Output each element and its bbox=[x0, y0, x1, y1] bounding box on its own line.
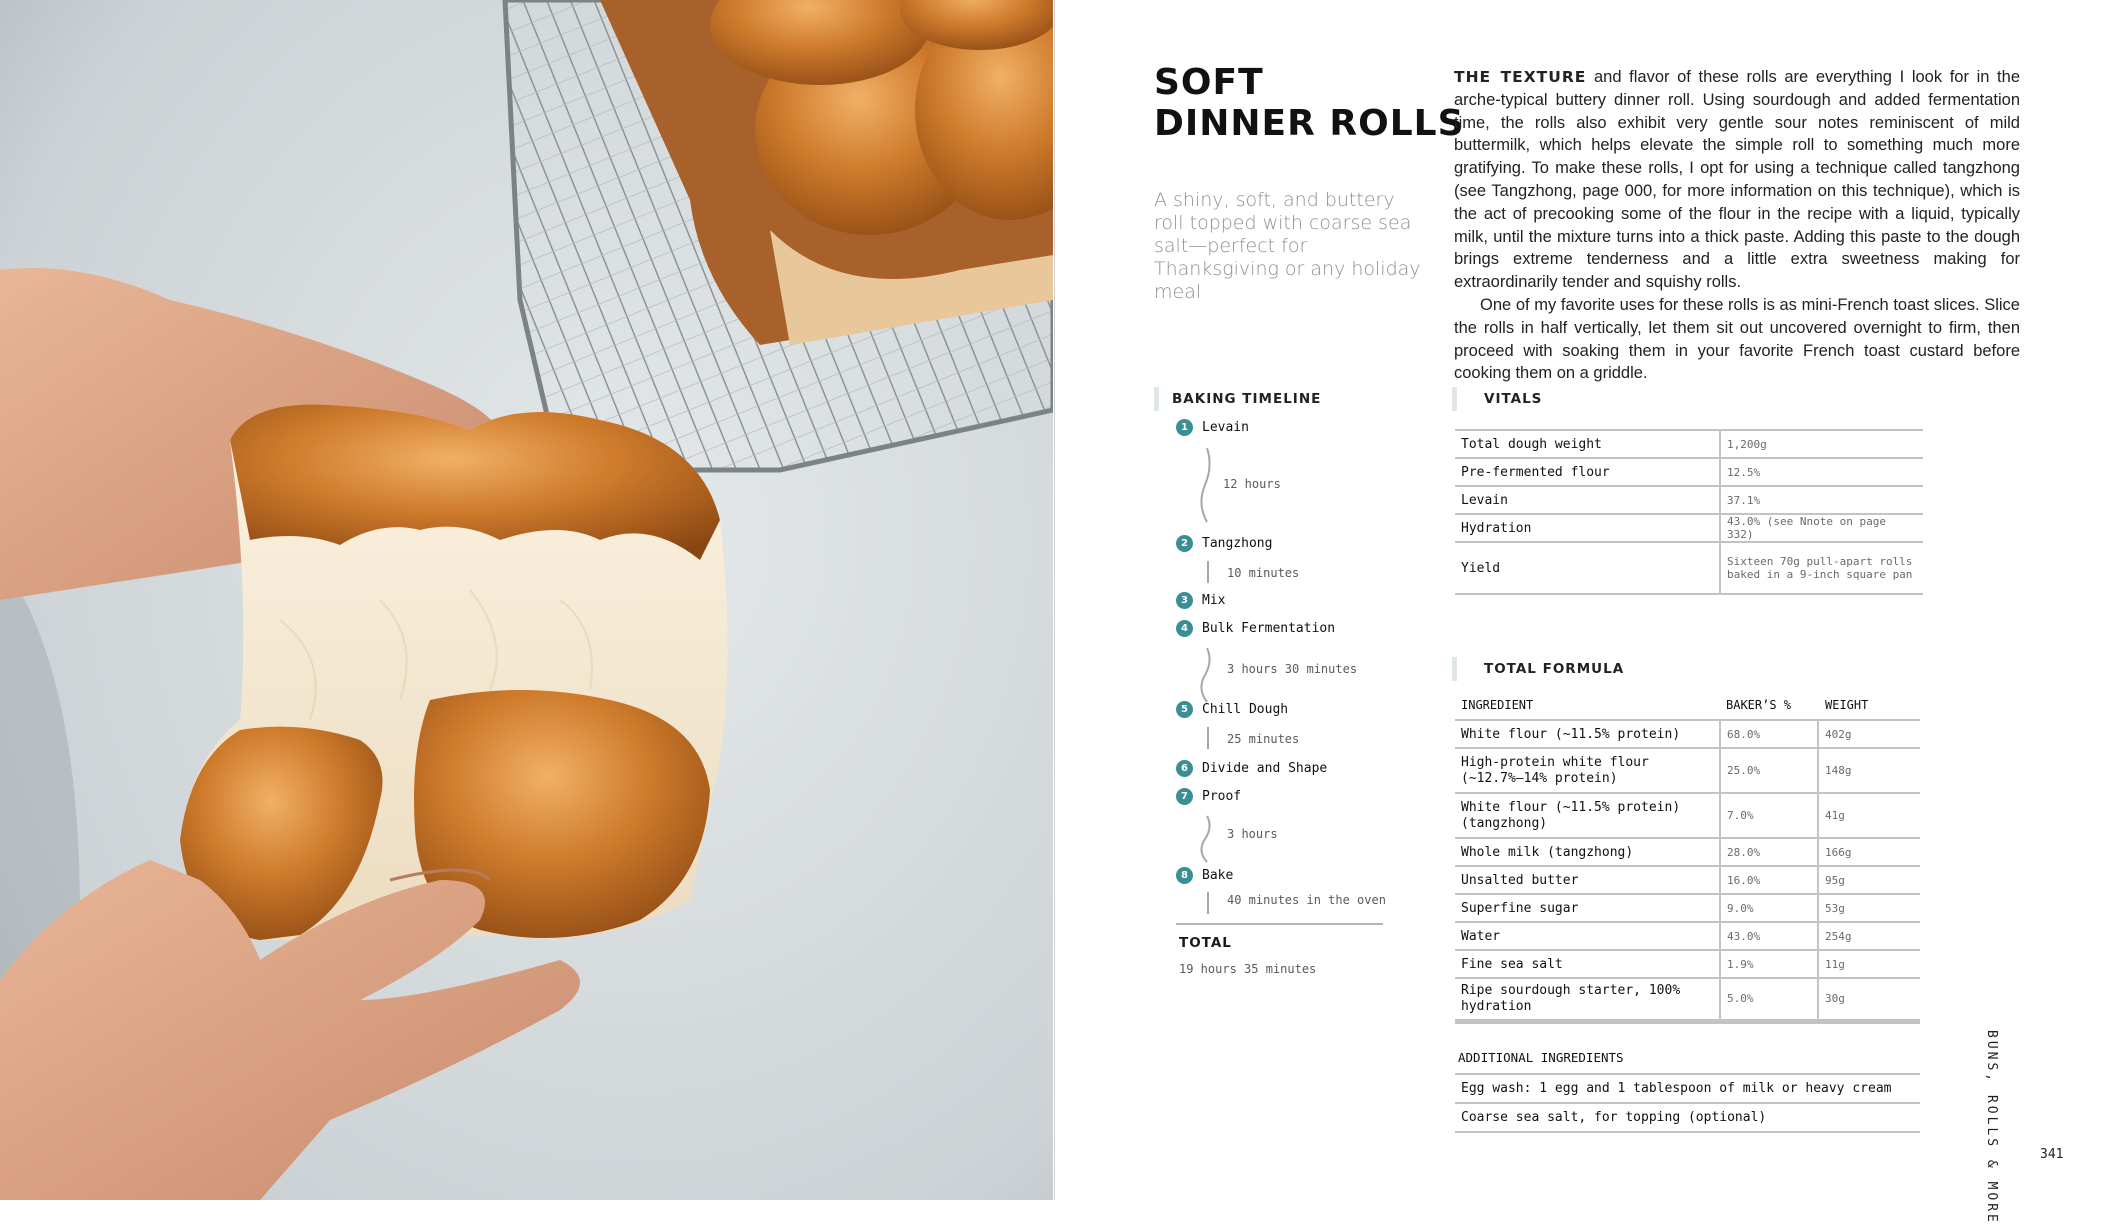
ingredient-cell: Water bbox=[1455, 922, 1720, 950]
timeline-wave-connector bbox=[1197, 814, 1217, 864]
additional-ingredient: Egg wash: 1 egg and 1 tablespoon of milk or heavy cream bbox=[1455, 1074, 1920, 1103]
recipe-title-line1: SOFT bbox=[1154, 62, 1264, 103]
table-row bbox=[1455, 748, 1920, 793]
weight-cell: 166g bbox=[1818, 838, 1920, 866]
step-label: Bake bbox=[1202, 868, 1234, 883]
step-number-badge: 6 bbox=[1176, 760, 1193, 777]
weight-cell: 402g bbox=[1818, 720, 1920, 748]
bakers-percent-cell: 28.0% bbox=[1720, 838, 1818, 866]
table-row bbox=[1455, 1074, 1920, 1103]
table-row bbox=[1455, 1103, 1920, 1132]
step-label: Bulk Fermentation bbox=[1202, 621, 1336, 636]
page-number: 341 bbox=[2040, 1147, 2064, 1162]
weight-cell: 254g bbox=[1818, 922, 1920, 950]
intro-lead: THE TEXTURE bbox=[1454, 68, 1587, 86]
vitals-value: Sixteen 70g pull-apart rolls baked in a 9-inch square pan bbox=[1720, 542, 1923, 594]
step-label: Divide and Shape bbox=[1202, 761, 1328, 776]
vitals-heading: VITALS bbox=[1452, 387, 1542, 411]
table-row bbox=[1455, 514, 1923, 542]
timeline-total-value: 19 hours 35 minutes bbox=[1179, 962, 1317, 976]
weight-cell: 41g bbox=[1818, 793, 1920, 838]
step-number-badge: 2 bbox=[1176, 535, 1193, 552]
vitals-value: 37.1% bbox=[1720, 486, 1923, 514]
additional-ingredients-heading: ADDITIONAL INGREDIENTS bbox=[1458, 1050, 1624, 1065]
timeline-total-divider bbox=[1176, 923, 1383, 925]
weight-cell: 95g bbox=[1818, 866, 1920, 894]
additional-ingredients-table bbox=[1455, 1073, 1920, 1133]
step-number-badge: 3 bbox=[1176, 592, 1193, 609]
recipe-title bbox=[1154, 62, 1465, 144]
table-row bbox=[1455, 542, 1923, 594]
recipe-title-line2: DINNER ROLLS bbox=[1154, 103, 1465, 144]
formula-heading: TOTAL FORMULA bbox=[1452, 657, 1624, 681]
vitals-value: 43.0% (see Nnote on page 332) bbox=[1720, 514, 1923, 542]
bakers-percent-cell: 7.0% bbox=[1720, 793, 1818, 838]
vitals-label: Hydration bbox=[1455, 514, 1720, 542]
step-duration: 10 minutes bbox=[1227, 566, 1300, 580]
bakers-percent-cell: 43.0% bbox=[1720, 922, 1818, 950]
step-label: Proof bbox=[1202, 789, 1242, 804]
vitals-label: Yield bbox=[1455, 542, 1720, 594]
ingredient-cell: Superfine sugar bbox=[1455, 894, 1720, 922]
timeline-heading: BAKING TIMELINE bbox=[1154, 387, 1321, 411]
bakers-percent-cell: 25.0% bbox=[1720, 748, 1818, 793]
timeline-connector bbox=[1207, 727, 1209, 749]
step-number-badge: 8 bbox=[1176, 867, 1193, 884]
additional-ingredient: Coarse sea salt, for topping (optional) bbox=[1455, 1103, 1920, 1132]
table-row bbox=[1455, 950, 1920, 978]
photo-illustration bbox=[0, 0, 1053, 1200]
table-row bbox=[1455, 793, 1920, 838]
timeline-connector bbox=[1207, 892, 1209, 914]
ingredient-cell: Ripe sourdough starter, 100% hydration bbox=[1455, 978, 1720, 1021]
vitals-label: Pre-fermented flour bbox=[1455, 458, 1720, 486]
ingredient-cell: White flour (~11.5% protein) (tangzhong) bbox=[1455, 793, 1720, 838]
recipe-subtitle: A shiny, soft, and buttery roll topped with coarse sea salt—perfect for Thanksgiving or any holiday meal bbox=[1154, 189, 1421, 303]
table-row bbox=[1455, 866, 1920, 894]
timeline-total-label: TOTAL bbox=[1179, 935, 1232, 951]
step-duration: 12 hours bbox=[1223, 477, 1281, 491]
recipe-page bbox=[1054, 0, 2107, 1200]
weight-cell: 11g bbox=[1818, 950, 1920, 978]
column-header-weight: WEIGHT bbox=[1825, 698, 1869, 712]
table-row bbox=[1455, 838, 1920, 866]
column-header-ingredient: INGREDIENT bbox=[1461, 698, 1534, 712]
intro-paragraph-1: and flavor of these rolls are everything I look for in the arche-typical buttery dinner roll. Using sourdough and added fermentation time, the rolls also exhibit very gentle sour notes reminiscent of mild buttermilk, which helps elevate the simple roll to something much more gratifying. To make these rolls, I opt for using a technique called tangzhong (see Tangzhong, page 000, for more information on this technique), which is the act of precooking some of the flour in the recipe with a liquid, typically milk, until the mixture turns into a thick paste. Adding this paste to the dough brings extreme tenderness and a little extra sweetness making for extraordinarily tender and squishy rolls. bbox=[1454, 68, 2020, 292]
bakers-percent-cell: 9.0% bbox=[1720, 894, 1818, 922]
step-label: Mix bbox=[1202, 593, 1226, 608]
table-row bbox=[1455, 922, 1920, 950]
table-row bbox=[1455, 720, 1920, 748]
column-header-bakers-percent: BAKER’S % bbox=[1726, 698, 1792, 712]
step-label: Tangzhong bbox=[1202, 536, 1273, 551]
vitals-value: 1,200g bbox=[1720, 430, 1923, 458]
weight-cell: 53g bbox=[1818, 894, 1920, 922]
intro-paragraph-2: One of my favorite uses for these rolls is as mini-French toast slices. Slice the rolls in half vertically, let them sit out uncovered overnight to firm, then proceed with soaking them in your favorite French toast custard before cooking them on a griddle. bbox=[1454, 295, 2020, 383]
formula-table bbox=[1455, 719, 1920, 1024]
section-running-head: BUNS, ROLLS & MORE bbox=[1984, 1030, 1999, 1225]
ingredient-cell: Unsalted butter bbox=[1455, 866, 1720, 894]
weight-cell: 30g bbox=[1818, 978, 1920, 1021]
step-duration: 3 hours 30 minutes bbox=[1227, 662, 1358, 676]
step-number-badge: 5 bbox=[1176, 701, 1193, 718]
step-number-badge: 1 bbox=[1176, 419, 1193, 436]
bakers-percent-cell: 16.0% bbox=[1720, 866, 1818, 894]
table-row bbox=[1455, 430, 1923, 458]
timeline-wave-connector bbox=[1197, 646, 1217, 704]
bread-photo bbox=[0, 0, 1053, 1200]
timeline-connector bbox=[1207, 561, 1209, 583]
table-row bbox=[1455, 458, 1923, 486]
step-label: Chill Dough bbox=[1202, 702, 1289, 717]
vitals-label: Total dough weight bbox=[1455, 430, 1720, 458]
table-row bbox=[1455, 978, 1920, 1021]
timeline-wave-connector bbox=[1197, 446, 1217, 524]
vitals-label: Levain bbox=[1455, 486, 1720, 514]
step-duration: 3 hours bbox=[1227, 827, 1278, 841]
bakers-percent-cell: 5.0% bbox=[1720, 978, 1818, 1021]
vitals-table bbox=[1455, 429, 1923, 595]
bakers-percent-cell: 1.9% bbox=[1720, 950, 1818, 978]
step-duration: 40 minutes in the oven bbox=[1227, 893, 1386, 907]
table-row bbox=[1455, 486, 1923, 514]
step-number-badge: 4 bbox=[1176, 620, 1193, 637]
vitals-value: 12.5% bbox=[1720, 458, 1923, 486]
ingredient-cell: Whole milk (tangzhong) bbox=[1455, 838, 1720, 866]
table-row bbox=[1455, 894, 1920, 922]
ingredient-cell: Fine sea salt bbox=[1455, 950, 1720, 978]
step-number-badge: 7 bbox=[1176, 788, 1193, 805]
bakers-percent-cell: 68.0% bbox=[1720, 720, 1818, 748]
step-label: Levain bbox=[1202, 420, 1249, 435]
weight-cell: 148g bbox=[1818, 748, 1920, 793]
ingredient-cell: White flour (~11.5% protein) bbox=[1455, 720, 1720, 748]
ingredient-cell: High-protein white flour (~12.7%–14% protein) bbox=[1455, 748, 1720, 793]
recipe-intro bbox=[1454, 66, 2020, 385]
step-duration: 25 minutes bbox=[1227, 732, 1300, 746]
